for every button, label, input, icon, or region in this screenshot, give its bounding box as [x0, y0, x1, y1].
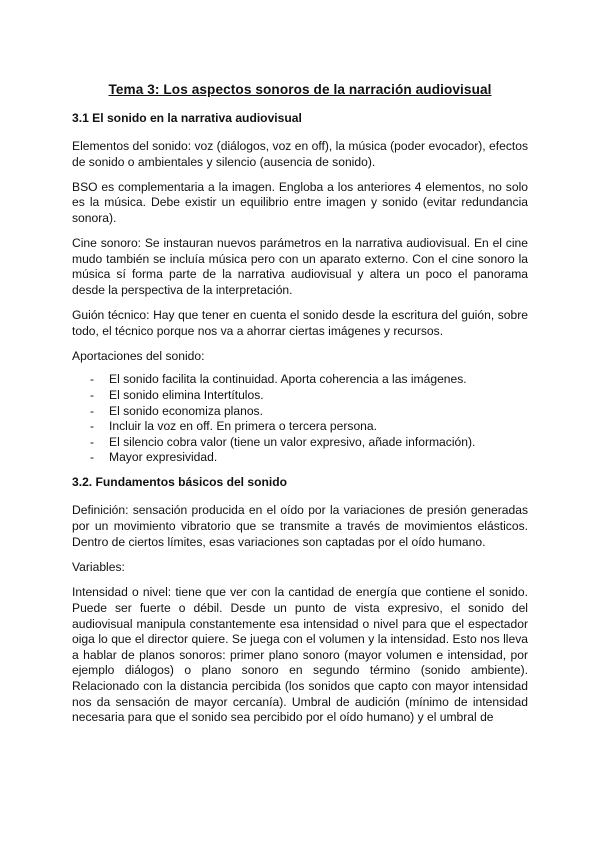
list-item — [72, 419, 528, 435]
paragraph-definicion: Definición: sensación producida en el oído por la variaciones de presión generadas por un movimiento vibratorio que se transmite a través de movimientos elásticos. Dentro de ciertos límites, esas variaciones son captadas por el oído humano. — [72, 503, 528, 549]
list-item — [72, 404, 528, 420]
list-item-text: El sonido facilita la continuidad. Aporta coherencia a las imágenes. — [109, 372, 467, 387]
list-intro: Aportaciones del sonido: — [72, 348, 205, 363]
list-item — [72, 372, 528, 388]
dash-bullet: - — [90, 434, 95, 449]
list-item-text: El silencio cobra valor (tiene un valor expresivo, añade información). — [109, 434, 476, 449]
section-heading-3-2: 3.2. Fundamentos básicos del sonido — [72, 474, 288, 489]
list-item — [72, 450, 528, 466]
list-item-text: Mayor expresividad. — [109, 450, 218, 465]
list-item-text: El sonido elimina Intertítulos. — [109, 387, 264, 402]
list-item — [72, 388, 528, 404]
dash-bullet: - — [90, 387, 95, 402]
paragraph-intensidad: Intensidad o nivel: tiene que ver con la cantidad de energía que contiene el sonido. Puede ser fuerte o débil. Desde un punto de vista expresivo, el sonido del audiovisual manipula constantemente esa intensidad o nivel para que el espectador oiga lo que el director quiere. Se juega con el volumen y la intensidad. Esto nos lleva a hablar de planos sonoros: primer plano sonoro (mayor volumen e intensidad, por ejemplo diálogos) o plano sonoro en segundo término (sonido ambiente). Relacionado con la distancia percibida (los sonidos que capto con mayor intensidad nos da sensación de mayor cercanía). Umbral de audición (mínimo de intensidad necesaria para que el sonido sea percibido por el oído humano) y el umbral de — [72, 585, 528, 725]
dash-bullet: - — [90, 403, 95, 418]
aportaciones-list — [72, 372, 528, 466]
dash-bullet: - — [90, 450, 95, 465]
list-item-text: El sonido economiza planos. — [109, 403, 263, 418]
list-item-text: Incluir la voz en off. En primera o tercera persona. — [109, 419, 377, 434]
paragraph-elementos-del-sonido: Elementos del sonido: voz (diálogos, voz en off), la música (poder evocador), efectos de sonido o ambientales y silencio (ausencia de sonido). — [72, 139, 528, 169]
dash-bullet: - — [90, 419, 95, 434]
dash-bullet: - — [90, 372, 95, 387]
variables-label: Variables: — [72, 559, 125, 574]
list-item — [72, 435, 528, 451]
paragraph-guion-tecnico: Guión técnico: Hay que tener en cuenta el sonido desde la escritura del guión, sobre todo, el técnico porque nos va a ahorrar ciertas imágenes y recursos. — [72, 308, 528, 338]
document-title: Tema 3: Los aspectos sonoros de la narración audiovisual — [108, 82, 492, 97]
paragraph-cine-sonoro: Cine sonoro: Se instauran nuevos parámetros en la narrativa audiovisual. En el cine mudo también se incluía música pero con un aparato externo. Con el cine sonoro la música sí forma parte de la narrativa audiovisual y altera un poco el panorama desde la perspectiva de la interpretación. — [72, 236, 528, 297]
document-page — [72, 82, 528, 735]
paragraph-bso: BSO es complementaria a la imagen. Engloba a los anteriores 4 elementos, no solo es la música. Debe existir un equilibrio entre imagen y sonido (evitar redundancia sonora). — [72, 179, 528, 226]
section-heading-3-1: 3.1 El sonido en la narrativa audiovisual — [72, 110, 302, 125]
